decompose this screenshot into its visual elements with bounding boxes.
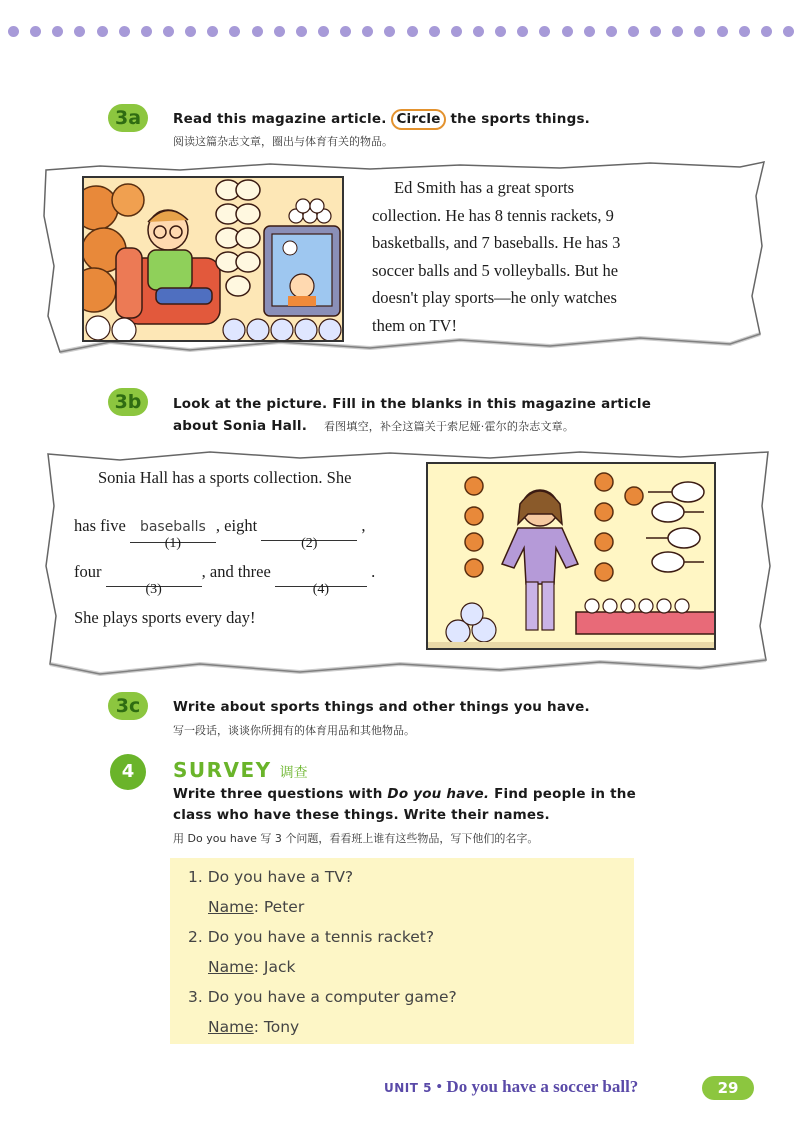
dot (141, 26, 152, 37)
dot (672, 26, 683, 37)
instruction-3b-line2 (173, 418, 574, 434)
dot (517, 26, 528, 37)
article-3a (372, 174, 620, 339)
sonia-hall-illustration (426, 462, 716, 650)
survey-name-1: Name: Peter (208, 898, 305, 916)
top-dotted-rule (8, 26, 794, 40)
blank-4[interactable] (275, 558, 367, 597)
line3-period: . (371, 562, 376, 581)
article-line: doesn't play sports—he only watches (372, 288, 617, 307)
dot (384, 26, 395, 37)
ed-smith-illustration (82, 176, 344, 342)
dot (207, 26, 218, 37)
dot (407, 26, 418, 37)
dot (606, 26, 617, 37)
instruction-3c-zh: 写一段话，谈谈你所拥有的体育用品和其他物品。 (173, 724, 415, 737)
instruction-4-line1-a: Write three questions with (173, 786, 383, 802)
blank-1-label: (1) (164, 536, 182, 551)
page-number: 29 (702, 1076, 754, 1100)
instruction-3b-zh: 看图填空，补全这篇关于索尼娅·霍尔的杂志文章。 (323, 420, 575, 433)
name-label: Name (208, 898, 254, 916)
survey-name-3: Name: Tony (208, 1018, 300, 1036)
instruction-4-line1-em: Do you have. (387, 786, 490, 802)
dot (717, 26, 728, 37)
blank-4-label: (4) (312, 582, 330, 597)
dot (761, 26, 772, 37)
instruction-3b-line2-text: about Sonia Hall. (173, 418, 308, 434)
dot (318, 26, 329, 37)
dot (628, 26, 639, 37)
instruction-4-zh: 用 Do you have 写 3 个问题，看看班上谁有这些物品，写下他们的名字。 (173, 832, 539, 845)
blank-3[interactable] (106, 558, 202, 597)
dot (185, 26, 196, 37)
line2-comma: , (361, 516, 366, 535)
section-badge-3b: 3b (108, 388, 148, 416)
dot (451, 26, 462, 37)
dot (52, 26, 63, 37)
page-footer (384, 1077, 638, 1097)
dot (30, 26, 41, 37)
survey-title (173, 758, 308, 782)
article-line: Ed Smith has a great sports (394, 178, 575, 197)
instruction-4-line2: class who have these things. Write their names. (173, 807, 550, 823)
name-value: Peter (263, 898, 305, 916)
dot (340, 26, 351, 37)
survey-title-en: SURVEY (173, 758, 272, 782)
line2-text-a: has five (74, 516, 126, 535)
dot (97, 26, 108, 37)
blank-1[interactable] (130, 512, 216, 551)
footer-unit-title: Do you have a soccer ball? (446, 1077, 639, 1096)
section-badge-3a: 3a (108, 104, 148, 132)
instruction-3b-line1: Look at the picture. Fill in the blanks in this magazine article (173, 396, 652, 412)
name-label: Name (208, 958, 254, 976)
blank-3-label: (3) (145, 582, 162, 597)
survey-name-2: Name: Jack (208, 958, 296, 976)
dot (584, 26, 595, 37)
footer-separator: • (436, 1077, 443, 1096)
instruction-3a-before: Read this magazine article. (173, 111, 387, 127)
circled-word: Circle (391, 109, 445, 130)
instruction-3a-after: the sports things. (450, 111, 591, 127)
name-value: Jack (263, 958, 296, 976)
article-3b-line2 (74, 512, 366, 551)
survey-question-1: 1. Do you have a TV? (188, 868, 354, 886)
instruction-4-line1 (173, 786, 636, 802)
blank-1-answer: baseballs (139, 519, 206, 535)
instruction-3c: Write about sports things and other things you have. (173, 699, 590, 715)
dot (694, 26, 705, 37)
line3-text-a: four (74, 562, 102, 581)
dot (783, 26, 794, 37)
blank-2[interactable] (261, 512, 357, 551)
blank-2-label: (2) (301, 536, 318, 551)
name-label: Name (208, 1018, 254, 1036)
dot (119, 26, 130, 37)
article-line: basketballs, and 7 baseballs. He has 3 (372, 233, 621, 252)
article-3b-line4: She plays sports every day! (74, 608, 256, 627)
article-line: them on TV! (372, 315, 457, 335)
dot (650, 26, 661, 37)
dot (362, 26, 373, 37)
dot (296, 26, 307, 37)
survey-question-2: 2. Do you have a tennis racket? (188, 928, 435, 946)
article-3b-line1: Sonia Hall has a sports collection. She (98, 468, 352, 487)
line3-text-b: , and three (201, 562, 271, 581)
footer-unit-label: UNIT 5 (384, 1081, 432, 1095)
instruction-3a-zh: 阅读这篇杂志文章，圈出与体育有关的物品。 (173, 135, 393, 148)
dot (252, 26, 263, 37)
dot (74, 26, 85, 37)
dot (274, 26, 285, 37)
article-3b (74, 464, 420, 492)
article-line: collection. He has 8 tennis rackets, 9 (372, 205, 614, 225)
dot (473, 26, 484, 37)
instruction-3a (173, 109, 590, 130)
dot (739, 26, 750, 37)
article-3b-line3 (74, 558, 376, 597)
dot (562, 26, 573, 37)
survey-question-3: 3. Do you have a computer game? (188, 988, 457, 1006)
dot (163, 26, 174, 37)
article-line: soccer balls and 5 volleyballs. But he (372, 260, 619, 280)
line2-text-b: , eight (215, 516, 258, 535)
dot (495, 26, 506, 37)
instruction-4-line1-b: Find people in the (494, 786, 636, 802)
dot (8, 26, 19, 37)
section-badge-4: 4 (110, 754, 146, 790)
survey-title-zh: 调查 (279, 765, 308, 781)
dot (539, 26, 550, 37)
dot (429, 26, 440, 37)
section-badge-3c: 3c (108, 692, 148, 720)
dot (229, 26, 240, 37)
name-value: Tony (263, 1018, 300, 1036)
